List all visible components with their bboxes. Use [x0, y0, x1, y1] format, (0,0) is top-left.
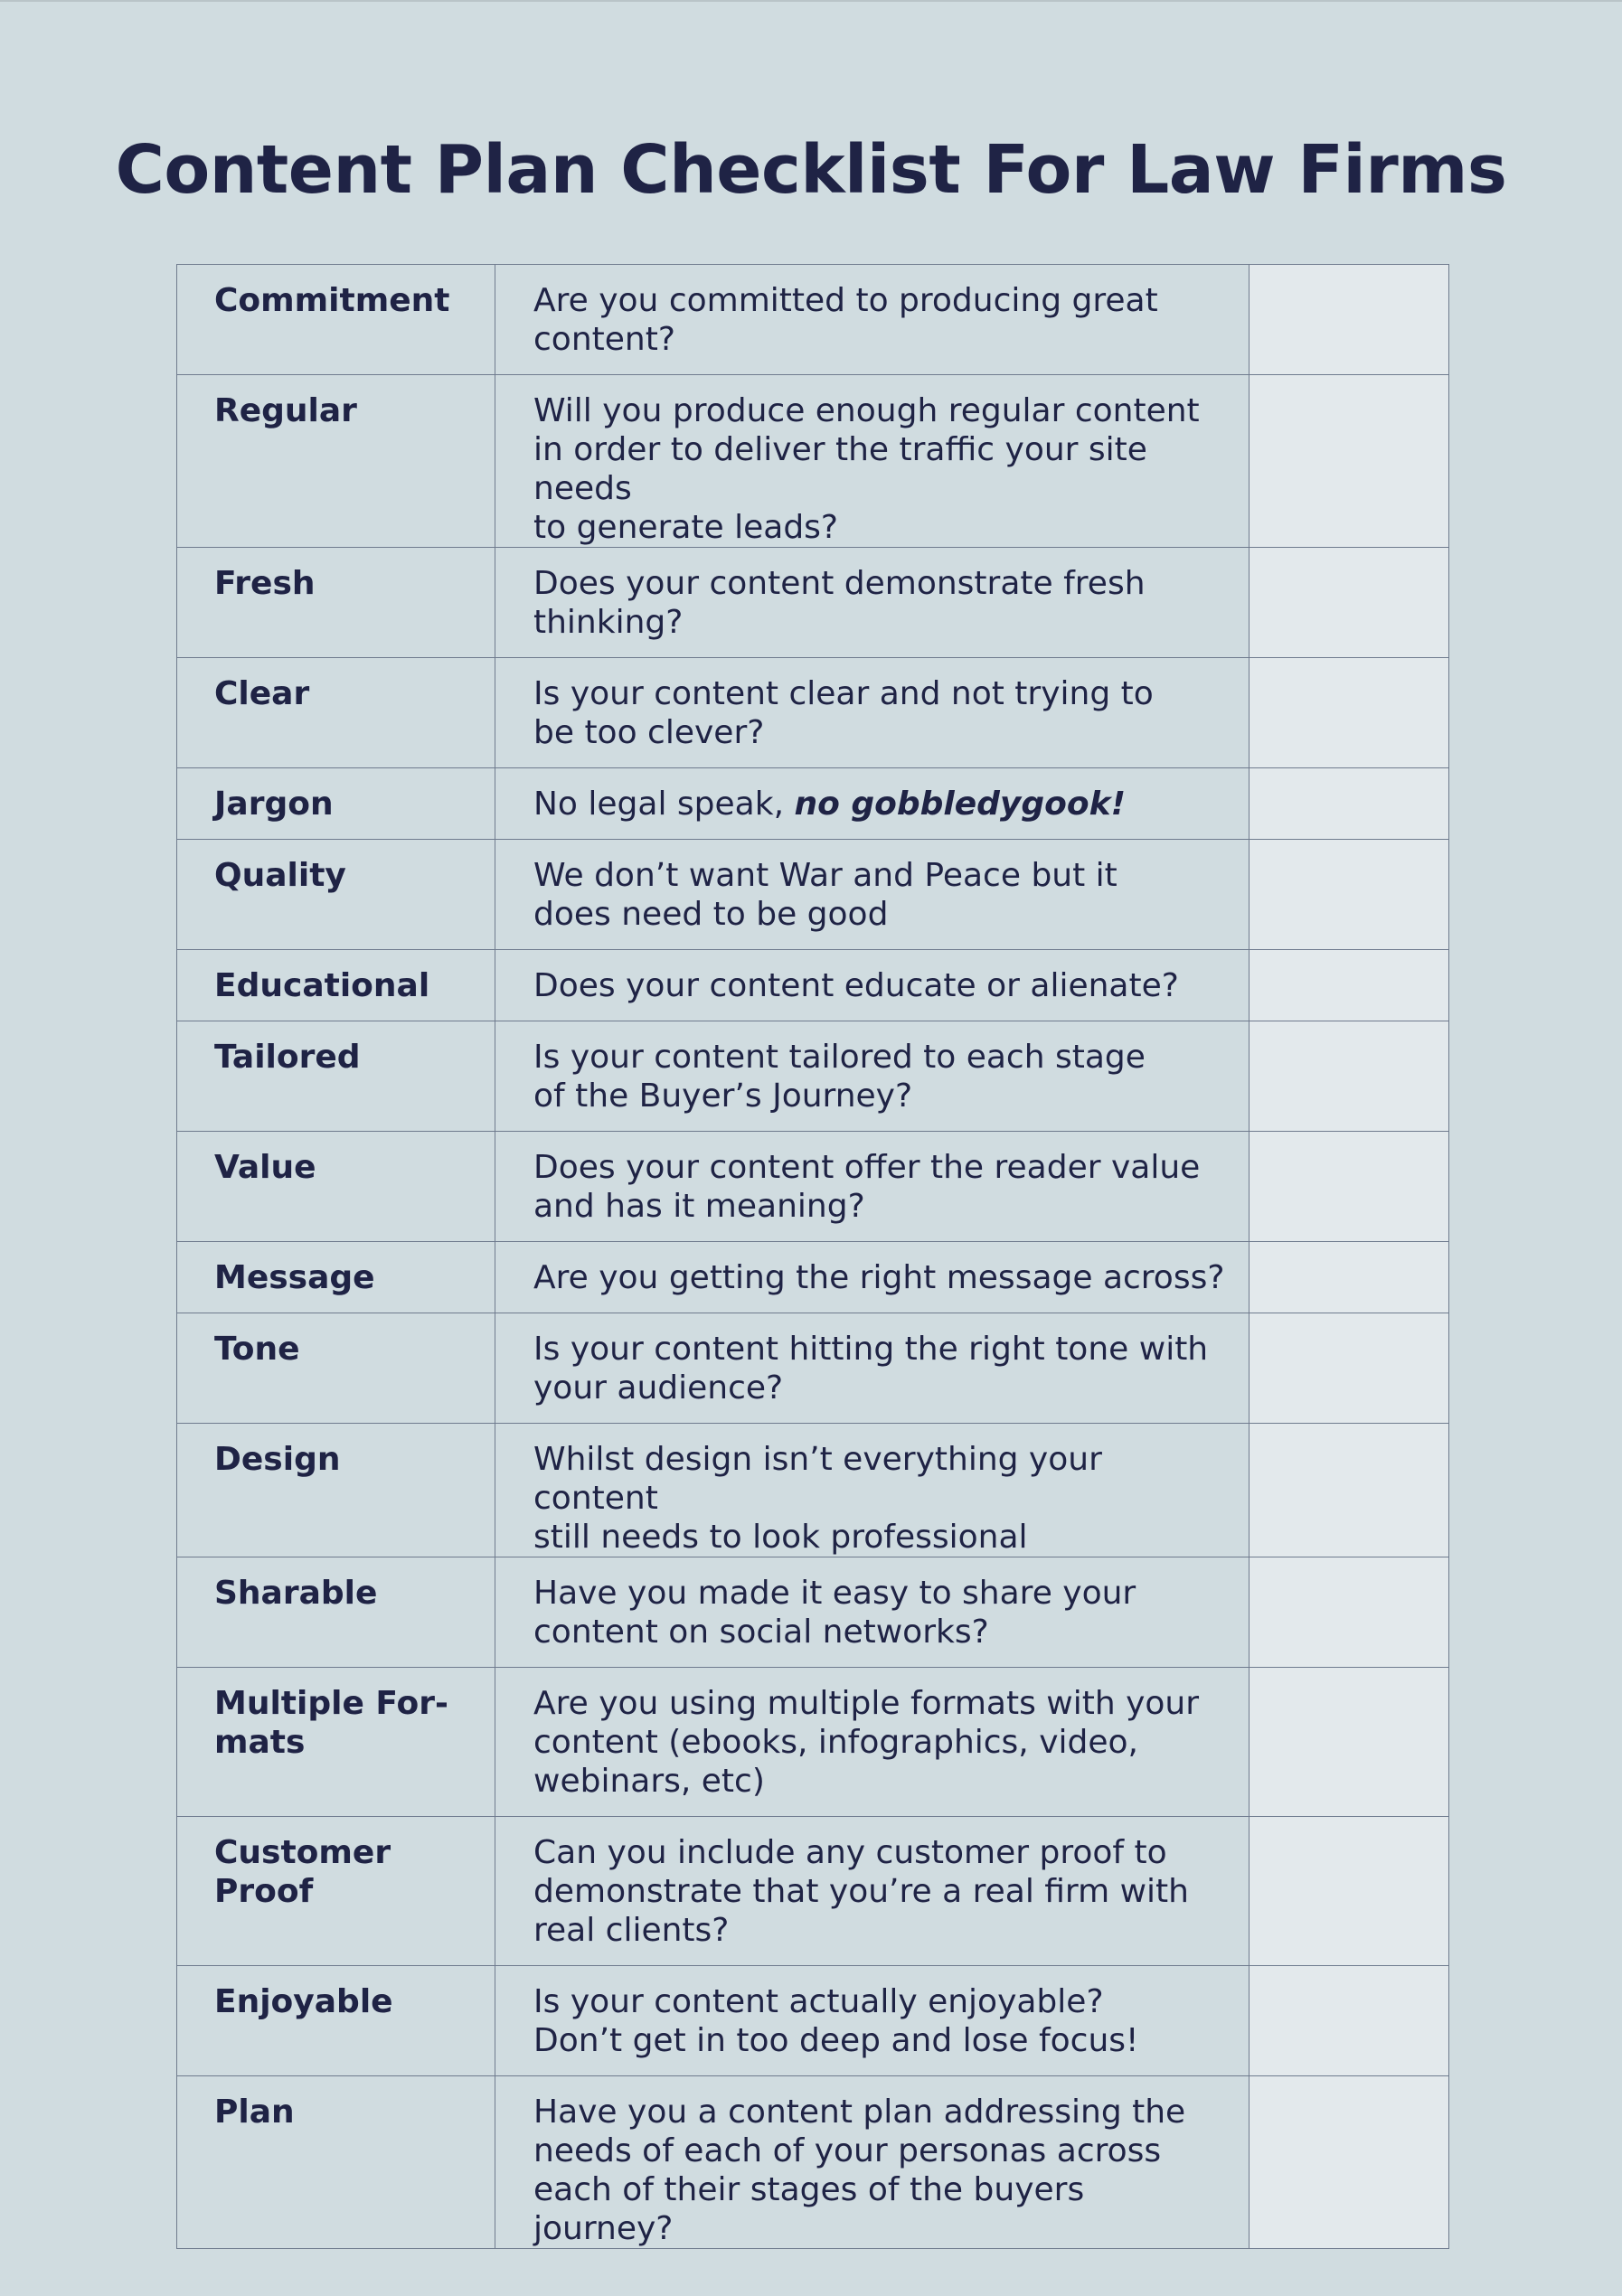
checklist-row-regular	[177, 375, 1449, 548]
row-question	[495, 768, 1250, 840]
row-label: Message	[177, 1242, 495, 1313]
row-question-emphasis: no gobbledygook!	[794, 786, 1126, 823]
checkbox-cell[interactable]	[1250, 1817, 1449, 1966]
row-label: Quality	[177, 840, 495, 950]
checklist-row-message	[177, 1242, 1449, 1313]
checklist-row-commitment	[177, 265, 1449, 375]
row-question: Does your content educate or alienate?	[495, 950, 1250, 1021]
row-label: Clear	[177, 658, 495, 768]
checklist-row-fresh	[177, 548, 1449, 658]
row-label: Sharable	[177, 1557, 495, 1668]
row-question-text: No legal speak,	[533, 786, 795, 823]
checkbox-cell[interactable]	[1250, 1966, 1449, 2076]
page-title: Content Plan Checklist For Law Firms	[115, 131, 1507, 209]
checklist-table	[176, 264, 1449, 2249]
checkbox-cell[interactable]	[1250, 1668, 1449, 1817]
row-question: Is your content hitting the right tone with your audience?	[495, 1313, 1250, 1424]
top-border	[0, 0, 1622, 2]
row-question: Is your content actually enjoyable? Don’t get in too deep and lose focus!	[495, 1966, 1250, 2076]
checkbox-cell[interactable]	[1250, 375, 1449, 548]
row-question: Will you produce enough regular content in order to deliver the traffic your site needs to generate leads?	[495, 375, 1250, 548]
row-question: Are you getting the right message across?	[495, 1242, 1250, 1313]
checkbox-cell[interactable]	[1250, 1313, 1449, 1424]
checklist-row-jargon	[177, 768, 1449, 840]
row-label: Tone	[177, 1313, 495, 1424]
row-label: Design	[177, 1424, 495, 1557]
row-question: Is your content clear and not trying to be too clever?	[495, 658, 1250, 768]
checkbox-cell[interactable]	[1250, 2076, 1449, 2249]
checklist-row-enjoyable	[177, 1966, 1449, 2076]
checkbox-cell[interactable]	[1250, 768, 1449, 840]
row-question: Is your content tailored to each stage of the Buyer’s Journey?	[495, 1021, 1250, 1132]
checklist-row-design	[177, 1424, 1449, 1557]
checklist-row-value	[177, 1132, 1449, 1242]
row-question: Whilst design isn’t everything your content still needs to look professional	[495, 1424, 1250, 1557]
checklist-row-sharable	[177, 1557, 1449, 1668]
row-label: Tailored	[177, 1021, 495, 1132]
checklist-row-multiple-formats	[177, 1668, 1449, 1817]
row-question: Are you committed to producing great content?	[495, 265, 1250, 375]
checkbox-cell[interactable]	[1250, 840, 1449, 950]
row-label: Plan	[177, 2076, 495, 2249]
row-label: Commitment	[177, 265, 495, 375]
checkbox-cell[interactable]	[1250, 1242, 1449, 1313]
row-question: Does your content offer the reader value and has it meaning?	[495, 1132, 1250, 1242]
row-question: We don’t want War and Peace but it does need to be good	[495, 840, 1250, 950]
checkbox-cell[interactable]	[1250, 265, 1449, 375]
checkbox-cell[interactable]	[1250, 658, 1449, 768]
row-question: Have you a content plan addressing the needs of each of your personas across each of their stages of the buyers journey?	[495, 2076, 1250, 2249]
row-label: Educational	[177, 950, 495, 1021]
checkbox-cell[interactable]	[1250, 1557, 1449, 1668]
row-question: Does your content demonstrate fresh thinking?	[495, 548, 1250, 658]
row-label: Fresh	[177, 548, 495, 658]
row-label: Enjoyable	[177, 1966, 495, 2076]
row-question: Are you using multiple formats with your content (ebooks, infographics, video, webinars, etc)	[495, 1668, 1250, 1817]
checkbox-cell[interactable]	[1250, 950, 1449, 1021]
checklist-row-clear	[177, 658, 1449, 768]
row-question: Have you made it easy to share your content on social networks?	[495, 1557, 1250, 1668]
row-question: Can you include any customer proof to demonstrate that you’re a real firm with real clients?	[495, 1817, 1250, 1966]
checkbox-cell[interactable]	[1250, 1132, 1449, 1242]
checklist-row-educational	[177, 950, 1449, 1021]
checkbox-cell[interactable]	[1250, 1424, 1449, 1557]
row-label: Value	[177, 1132, 495, 1242]
checklist-row-tone	[177, 1313, 1449, 1424]
checklist-row-customer-proof	[177, 1817, 1449, 1966]
checkbox-cell[interactable]	[1250, 1021, 1449, 1132]
checkbox-cell[interactable]	[1250, 548, 1449, 658]
row-label: Jargon	[177, 768, 495, 840]
row-label: Customer Proof	[177, 1817, 495, 1966]
checklist-row-quality	[177, 840, 1449, 950]
row-label: Multiple For- mats	[177, 1668, 495, 1817]
checklist-row-tailored	[177, 1021, 1449, 1132]
row-label: Regular	[177, 375, 495, 548]
checklist-row-plan	[177, 2076, 1449, 2249]
